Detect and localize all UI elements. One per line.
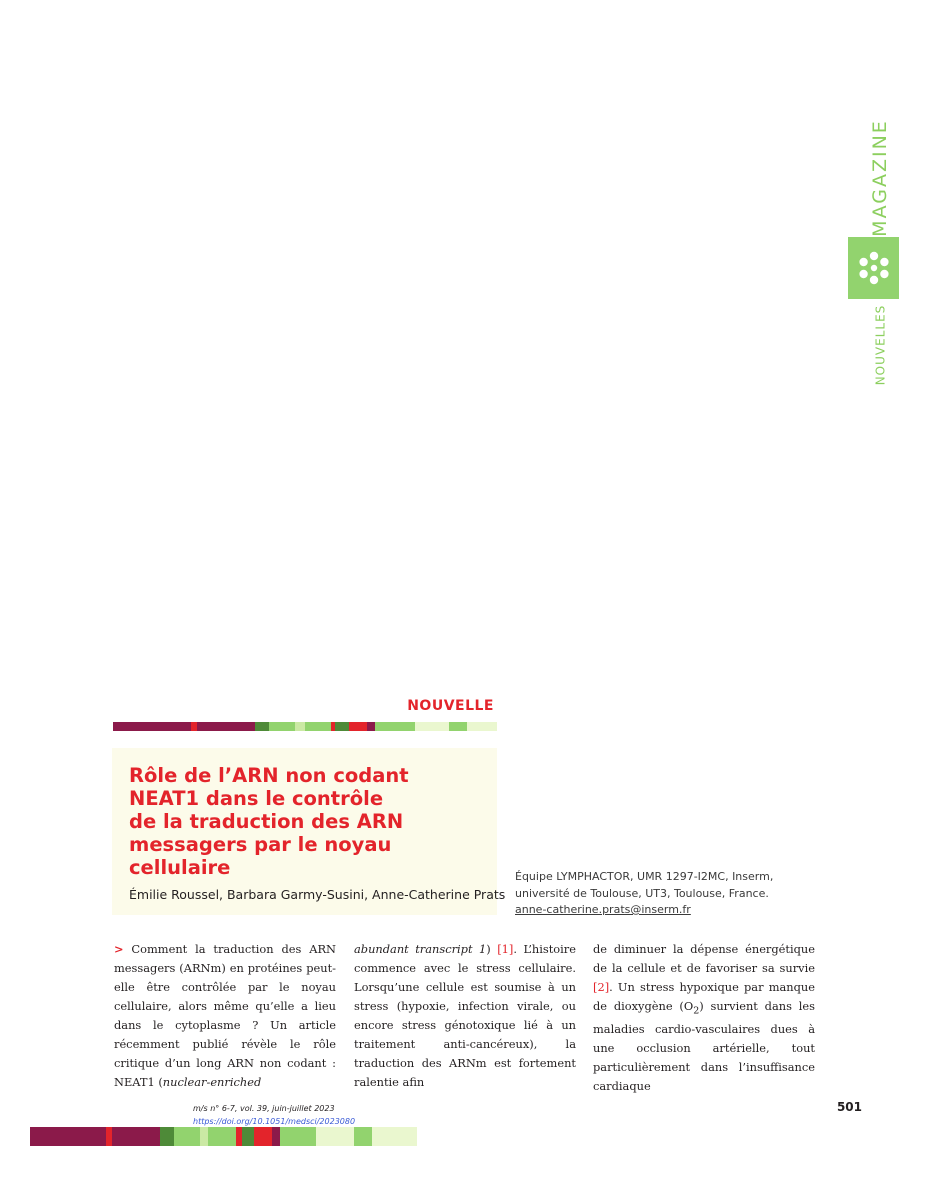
stripe-segment xyxy=(375,722,415,731)
body-text: de diminuer la dépense énergétique de la cellule et de favoriser sa survie xyxy=(593,942,815,975)
stripe-segment xyxy=(295,722,305,731)
title-line: NEAT1 dans le contrôle xyxy=(129,787,384,810)
stripe-segment xyxy=(335,722,349,731)
title-line: Rôle de l’ARN non codant xyxy=(129,764,409,787)
stripe-segment xyxy=(349,722,367,731)
stripe-segment xyxy=(449,722,467,731)
stripe-segment xyxy=(112,1127,160,1146)
stripe-segment xyxy=(354,1127,372,1146)
page-number: 501 xyxy=(836,1100,862,1114)
stripe-segment xyxy=(415,722,449,731)
subscript: 2 xyxy=(693,1005,700,1017)
stripe-segment xyxy=(208,1127,236,1146)
stripe-segment xyxy=(372,1127,417,1146)
header-color-stripe xyxy=(113,722,497,731)
stripe-segment xyxy=(255,722,269,731)
body-column-2 xyxy=(354,940,576,1092)
stripe-segment xyxy=(242,1127,254,1146)
stripe-segment xyxy=(367,722,375,731)
stripe-segment xyxy=(280,1127,316,1146)
article-category: NOUVELLE xyxy=(407,698,494,714)
stripe-segment xyxy=(272,1127,280,1146)
asterisk-icon xyxy=(857,251,891,285)
subsection-label xyxy=(850,305,910,385)
stripe-segment xyxy=(113,722,191,731)
section-label xyxy=(850,119,910,237)
stripe-segment xyxy=(467,722,497,731)
body-text: ) survient dans les maladies cardio-vasculaires dues à une occlusion artérielle, tout particulièrement dans l’insuffisance cardiaque xyxy=(593,999,815,1094)
section-icon-box xyxy=(848,237,899,299)
author-email-link[interactable]: anne-catherine.prats@inserm.fr xyxy=(515,903,691,916)
body-text: ) xyxy=(486,942,491,956)
stripe-segment xyxy=(160,1127,174,1146)
stripe-segment xyxy=(197,722,255,731)
body-italic: nuclear-enriched xyxy=(162,1075,262,1089)
reference-link[interactable]: [2] xyxy=(593,980,610,994)
journal-citation: m/s n° 6-7, vol. 39, juin-juillet 2023 xyxy=(193,1104,335,1113)
doi-link[interactable]: https://doi.org/10.1051/medsci/2023080 xyxy=(193,1117,356,1126)
lead-arrow-icon: > xyxy=(114,942,124,956)
stripe-segment xyxy=(174,1127,200,1146)
body-text: . L’histoire commence avec le stress cellulaire. Lorsqu’une cellule est soumise à un stress (hypoxie, infection virale, ou encore stress génotoxique lié à un traitement anti-cancéreux), la traduction des ARNm est fortement ralentie afin xyxy=(354,942,576,1089)
title-line: de la traduction des ARN xyxy=(129,810,404,833)
body-column-3 xyxy=(593,940,815,1096)
body-italic: abundant transcript 1 xyxy=(354,942,487,956)
article-authors: Émilie Roussel, Barbara Garmy-Susini, Anne-Catherine Prats xyxy=(129,887,506,902)
section-label-text: MAGAZINE xyxy=(869,119,891,237)
body-text: . Un stress hypoxique par manque de dioxygène (O xyxy=(593,980,815,1013)
stripe-segment xyxy=(269,722,295,731)
footer-color-stripe xyxy=(30,1127,417,1146)
affiliation xyxy=(515,869,835,919)
affiliation-line: Équipe LYMPHACTOR, UMR 1297-I2MC, Inserm, xyxy=(515,870,774,883)
reference-link[interactable]: [1] xyxy=(497,942,514,956)
subsection-label-text: NOUVELLES xyxy=(873,304,888,386)
body-text: Comment la traduction des ARN messagers (ARNm) en protéines peut-elle être contrôlée par le noyau cellulaire, alors même qu’elle a lieu dans le cytoplasme ? Un article récemment publié révèle le rôle critique d’un long ARN non codant : NEAT1 ( xyxy=(114,942,336,1089)
body-column-1 xyxy=(114,940,336,1092)
stripe-segment xyxy=(316,1127,354,1146)
stripe-segment xyxy=(305,722,331,731)
affiliation-line: université de Toulouse, UT3, Toulouse, France. xyxy=(515,886,769,900)
stripe-segment xyxy=(30,1127,106,1146)
stripe-segment xyxy=(200,1127,208,1146)
article-title xyxy=(129,764,489,879)
title-line: cellulaire xyxy=(129,856,231,879)
title-line: messagers par le noyau xyxy=(129,833,392,856)
stripe-segment xyxy=(254,1127,272,1146)
